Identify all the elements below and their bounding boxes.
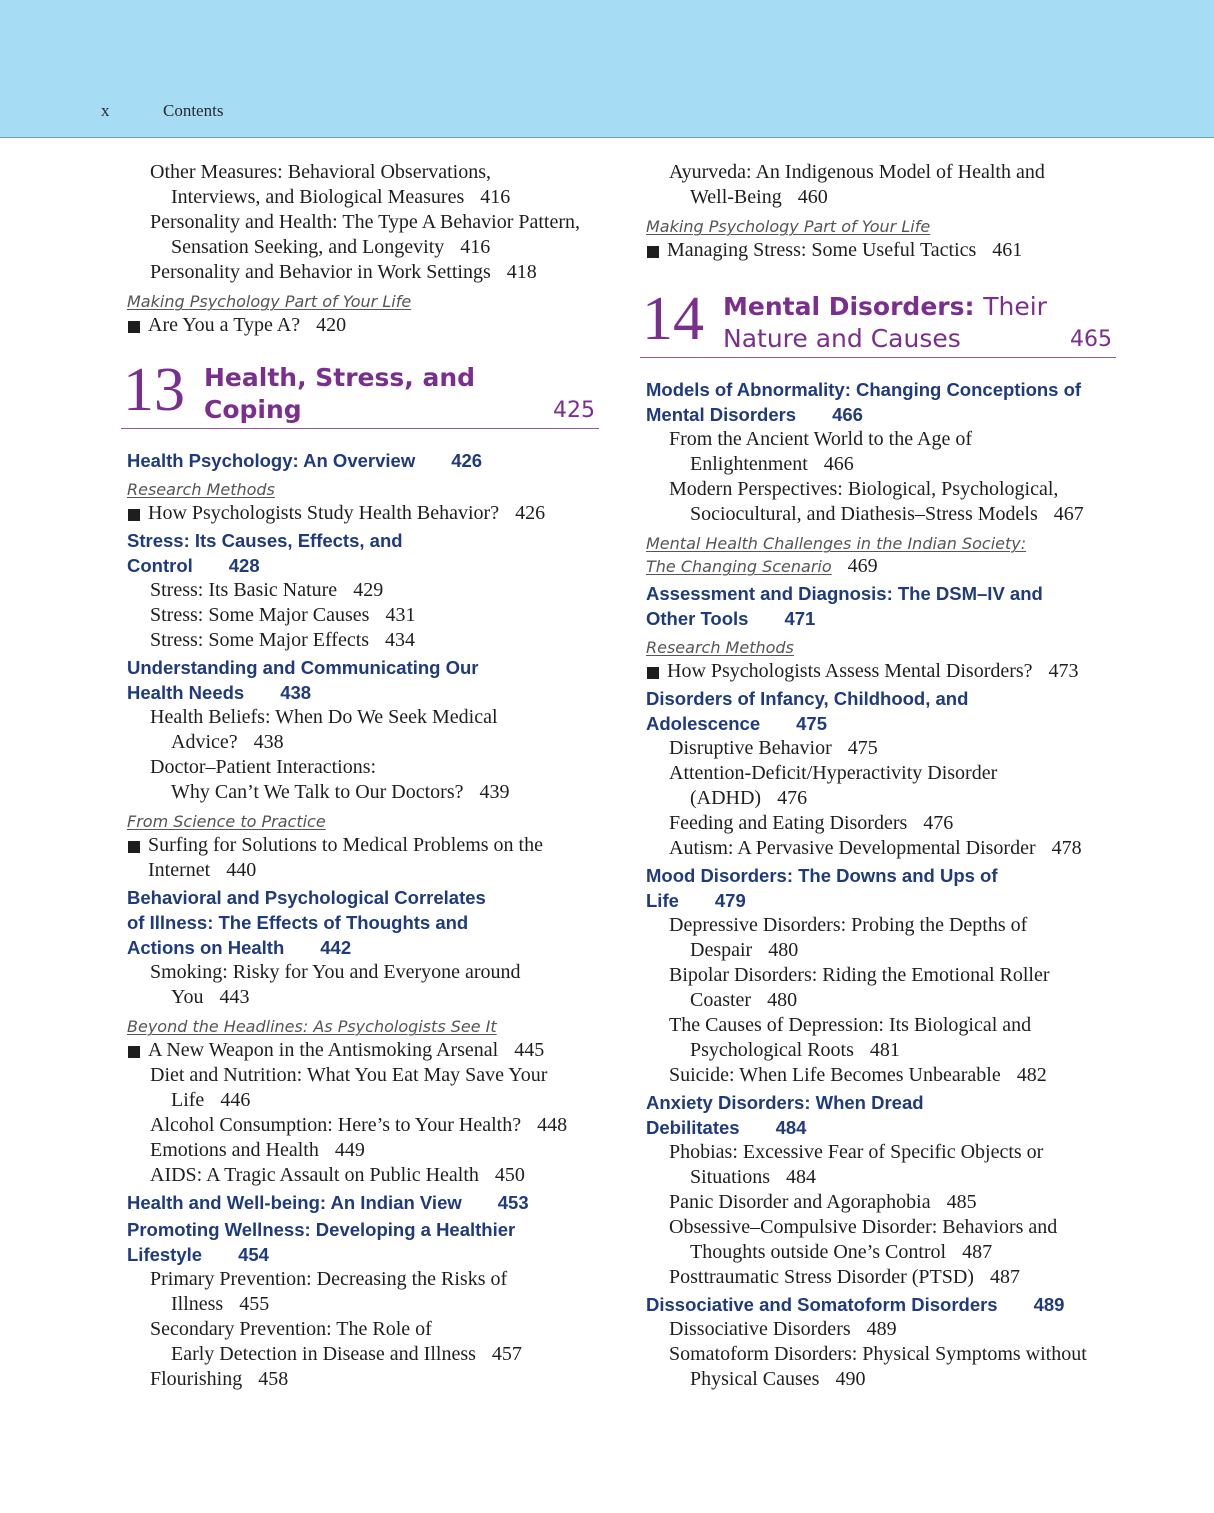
toc-entry[interactable]: Ayurveda: An Indigenous Model of Health and Well-Being 460 [669, 161, 1045, 208]
feature-label: Research Methods [646, 638, 794, 657]
toc-entry[interactable]: Personality and Health: The Type A Behavior Pattern, Sensation Seeking, and Longevity 416 [150, 211, 580, 258]
square-bullet-icon [128, 1046, 140, 1058]
toc-entry[interactable]: Dissociative Disorders 489 [669, 1318, 897, 1340]
toc-feature-entry[interactable]: Managing Stress: Some Useful Tactics 461 [646, 238, 1116, 263]
toc-right-column [642, 160, 1116, 1392]
toc-entry[interactable]: Stress: Its Basic Nature 429 [150, 579, 384, 601]
toc-section[interactable]: Disorders of Infancy, Childhood, and Adolescence 475 [646, 688, 969, 734]
toc-feature-entry[interactable]: How Psychologists Assess Mental Disorders? 473 [646, 659, 1116, 684]
toc-entry[interactable]: Diet and Nutrition: What You Eat May Save Your Life 446 [150, 1064, 548, 1111]
toc-entry[interactable]: Depressive Disorders: Probing the Depths of Despair 480 [669, 914, 1028, 961]
feature-label: From Science to Practice [127, 812, 326, 831]
toc-entry[interactable]: Flourishing 458 [150, 1368, 289, 1390]
chapter-heading-14[interactable] [642, 285, 1116, 367]
square-bullet-icon [647, 667, 659, 679]
chapter-rule [121, 428, 599, 429]
feature-label: Making Psychology Part of Your Life [646, 217, 931, 236]
chapter-number: 13 [123, 356, 185, 424]
square-bullet-icon [128, 509, 140, 521]
feature-label-continued[interactable]: The Changing Scenario 469 [646, 555, 878, 577]
toc-entry[interactable]: Attention-Deficit/Hyperactivity Disorder (ADHD) 476 [669, 762, 998, 809]
toc-entry[interactable]: Other Measures: Behavioral Observations, Interviews, and Biological Measures 416 [150, 161, 511, 208]
toc-feature-entry[interactable]: How Psychologists Study Health Behavior? 426 [127, 501, 599, 526]
square-bullet-icon [128, 841, 140, 853]
toc-entry[interactable]: Modern Perspectives: Biological, Psychological, Sociocultural, and Diathesis–Stress Models 467 [669, 478, 1084, 525]
toc-section[interactable]: Health Psychology: An Overview 426 [127, 450, 483, 471]
toc-left-column [123, 160, 599, 1392]
toc-section[interactable]: Health and Well-being: An Indian View 453 [127, 1192, 529, 1213]
feature-label: Making Psychology Part of Your Life [127, 292, 412, 311]
toc-entry[interactable]: Health Beliefs: When Do We Seek Medical Advice? 438 [150, 706, 498, 753]
toc-entry[interactable]: Autism: A Pervasive Developmental Disorder 478 [669, 837, 1082, 859]
toc-section[interactable]: Dissociative and Somatoform Disorders 489 [646, 1294, 1065, 1315]
toc-entry[interactable]: Disruptive Behavior 475 [669, 737, 878, 759]
feature-label: Beyond the Headlines: As Psychologists See It [127, 1017, 497, 1036]
page-number: x [101, 101, 110, 120]
toc-entry[interactable]: Personality and Behavior in Work Settings 418 [150, 261, 537, 283]
toc-entry[interactable]: From the Ancient World to the Age of Enlightenment 466 [669, 428, 972, 475]
toc-entry[interactable]: Stress: Some Major Causes 431 [150, 604, 416, 626]
toc-entry[interactable]: Alcohol Consumption: Here’s to Your Health? 448 [150, 1114, 568, 1136]
toc-feature-entry[interactable]: Are You a Type A? 420 [127, 313, 599, 338]
toc-entry[interactable]: Phobias: Excessive Fear of Specific Objects or Situations 484 [669, 1141, 1044, 1188]
toc-section[interactable]: Mood Disorders: The Downs and Ups of Life 479 [646, 865, 998, 911]
toc-entry[interactable]: Primary Prevention: Decreasing the Risks of Illness 455 [150, 1268, 508, 1315]
toc-section[interactable]: Assessment and Diagnosis: The DSM–IV and Other Tools 471 [646, 583, 1043, 629]
toc-section[interactable]: Promoting Wellness: Developing a Healthier Lifestyle 454 [127, 1219, 516, 1265]
toc-entry[interactable]: Smoking: Risky for You and Everyone around You 443 [150, 961, 521, 1008]
chapter-title: Health, Stress, and Coping [204, 363, 476, 424]
feature-label: Mental Health Challenges in the Indian Society: [646, 534, 1027, 553]
running-head: Contents [163, 101, 224, 120]
toc-section[interactable]: Stress: Its Causes, Effects, and Control 428 [127, 530, 403, 576]
toc-entry[interactable]: Emotions and Health 449 [150, 1139, 365, 1161]
toc-feature-entry[interactable]: Surfing for Solutions to Medical Problems on the Internet 440 [127, 833, 599, 883]
square-bullet-icon [647, 246, 659, 258]
toc-entry[interactable]: Suicide: When Life Becomes Unbearable 482 [669, 1064, 1047, 1086]
toc-section[interactable]: Models of Abnormality: Changing Conceptions of Mental Disorders 466 [646, 379, 1082, 425]
toc-section[interactable]: Behavioral and Psychological Correlates of Illness: The Effects of Thoughts and Actions on Health 442 [127, 887, 486, 958]
feature-label: Research Methods [127, 480, 275, 499]
toc-entry[interactable]: Panic Disorder and Agoraphobia 485 [669, 1191, 977, 1213]
chapter-page: 425 [553, 398, 595, 423]
toc-section[interactable]: Understanding and Communicating Our Health Needs 438 [127, 657, 479, 703]
toc-entry[interactable]: Secondary Prevention: The Role of Early Detection in Disease and Illness 457 [150, 1318, 522, 1365]
toc-feature-entry[interactable]: A New Weapon in the Antismoking Arsenal 445 [127, 1038, 599, 1063]
chapter-heading-13[interactable] [123, 356, 599, 438]
toc-entry[interactable]: Bipolar Disorders: Riding the Emotional Roller Coaster 480 [669, 964, 1050, 1011]
chapter-page: 465 [1070, 327, 1112, 352]
toc-entry[interactable]: Somatoform Disorders: Physical Symptoms without Physical Causes 490 [669, 1343, 1087, 1390]
chapter-number: 14 [642, 285, 704, 353]
toc-entry[interactable]: AIDS: A Tragic Assault on Public Health 450 [150, 1164, 525, 1186]
toc-entry[interactable]: Feeding and Eating Disorders 476 [669, 812, 954, 834]
chapter-rule [640, 357, 1116, 358]
toc-entry[interactable]: Posttraumatic Stress Disorder (PTSD) 487 [669, 1266, 1020, 1288]
toc-entry[interactable]: Obsessive–Compulsive Disorder: Behaviors and Thoughts outside One’s Control 487 [669, 1216, 1058, 1263]
toc-section[interactable]: Anxiety Disorders: When Dread Debilitates 484 [646, 1092, 924, 1138]
square-bullet-icon [128, 321, 140, 333]
toc-entry[interactable]: Stress: Some Major Effects 434 [150, 629, 416, 651]
toc-entry[interactable]: The Causes of Depression: Its Biological and Psychological Roots 481 [669, 1014, 1032, 1061]
toc-entry[interactable]: Doctor–Patient Interactions: Why Can’t We Talk to Our Doctors? 439 [150, 756, 510, 803]
chapter-title: Mental Disorders: Their Nature and Causes [723, 292, 1047, 353]
